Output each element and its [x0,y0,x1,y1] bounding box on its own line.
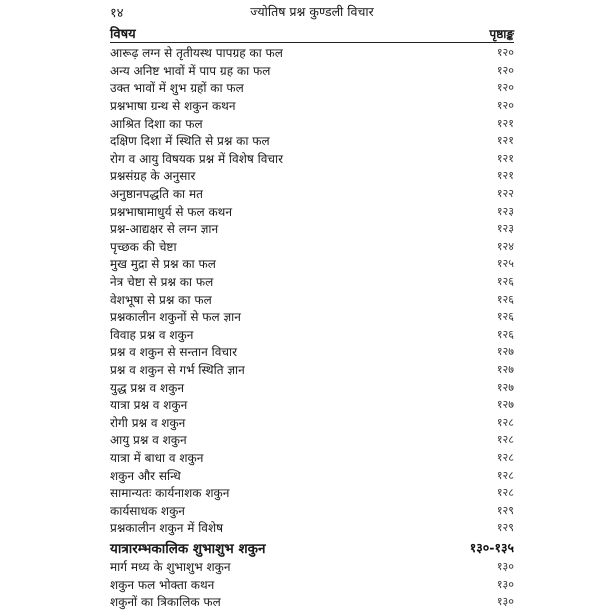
entry-title: आश्रित दिशा का फल [110,116,203,131]
entry-title: सामान्यतः कार्यनाशक शकुन [110,486,230,501]
entry-page-number: १२५ [496,257,514,271]
entry-title: अन्य अनिष्ट भावों में पाप ग्रह का फल [110,63,271,78]
entry-title: प्रश्नकालीन शकुन में विशेष [110,521,224,536]
entry-title: प्रश्नकालीन शकुनों से फल ज्ञान [110,310,241,325]
toc-entry [110,519,514,537]
toc-entry [110,326,514,344]
entry-page-number: १३० [496,595,514,609]
entry-title: शकुन और सन्धि [110,468,181,483]
entry-title: यात्रा प्रश्न व शकुन [110,398,188,413]
entry-page-number: १२८ [496,415,514,429]
toc-entry [110,132,514,150]
entry-page-number: १२८ [496,450,514,464]
entry-page-number: १२० [496,99,514,113]
entry-title: प्रश्नसंग्रह के अनुसार [110,169,196,184]
entry-page-number: १२६ [496,310,514,324]
entry-page-number: १२६ [496,292,514,306]
entry-title: आरूढ़ लग्न से तृतीयस्थ पापग्रह का फल [110,46,283,61]
entry-title: प्रश्नभाषामाधुर्य से फल कथन [110,204,233,219]
entry-page-number: १२८ [496,486,514,500]
entry-page-number: १२८ [496,468,514,482]
entry-page-number: १२६ [496,327,514,341]
entry-page-number: १३० [496,577,514,591]
toc-entry [110,466,514,484]
entry-page-number: १३० [496,559,514,573]
page-number: १४ [110,6,124,21]
toc-entry [110,44,514,62]
entry-page-number: १२१ [496,151,514,165]
toc-entry [110,220,514,238]
entry-title: शकुनों का त्रिकालिक फल [110,595,221,610]
entry-page-number: १२१ [496,134,514,148]
entry-page-number: १२३ [496,204,514,218]
page-column-header: पृष्ठाङ्क [489,27,514,41]
entry-title: प्रश्न व शकुन से सन्तान विचार [110,345,238,360]
entry-page-number: १२७ [496,345,514,359]
toc-entry [110,413,514,431]
entry-page-number: १२० [496,46,514,60]
entry-page-number: १२२ [496,187,514,201]
toc-section-heading [110,538,514,558]
toc-entry [110,396,514,414]
entry-page-number: १२७ [496,380,514,394]
toc-entry [110,501,514,519]
table-of-contents [110,44,514,610]
entry-page-number: १२१ [496,169,514,183]
entry-page-number: १२० [496,63,514,77]
entry-page-number: १२३ [496,222,514,236]
toc-entry [110,150,514,168]
entry-page-number: १२० [496,81,514,95]
toc-entry [110,202,514,220]
toc-entry [110,449,514,467]
toc-entry [110,167,514,185]
entry-title: मार्ग मध्य के शुभाशुभ शकुन [110,559,231,574]
entry-title: वेशभूषा से प्रश्न का फल [110,292,212,307]
entry-title: नेत्र चेष्टा से प्रश्न का फल [110,275,214,290]
entry-title: रोगी प्रश्न व शकुन [110,415,186,430]
toc-entry [110,308,514,326]
toc-entry [110,575,514,593]
entry-page-number: १२९ [496,503,514,517]
entry-page-number: १२१ [496,116,514,130]
entry-page-number: १२८ [496,433,514,447]
toc-entry [110,361,514,379]
entry-page-number: १२४ [496,239,514,253]
toc-entry [110,185,514,203]
toc-entry [110,558,514,576]
column-headers [110,22,514,43]
toc-entry [110,238,514,256]
entry-page-number: १२६ [496,275,514,289]
entry-page-number: १३०-१३५ [469,540,514,556]
entry-title: प्रश्न-आद्यक्षर से लग्न ज्ञान [110,222,219,237]
entry-title: दक्षिण दिशा में स्थिति से प्रश्न का फल [110,134,270,149]
entry-page-number: १२९ [496,521,514,535]
entry-title: रोग व आयु विषयक प्रश्न में विशेष विचार [110,151,284,166]
entry-title: यात्रारम्भकालिक शुभाशुभ शकुन [110,540,266,557]
entry-title: आयु प्रश्न व शकुन [110,433,187,448]
subject-column-header: विषय [110,27,136,42]
toc-entry [110,290,514,308]
running-head [110,0,514,22]
toc-entry [110,431,514,449]
toc-entry [110,255,514,273]
entry-title: उक्त भावों में शुभ ग्रहों का फल [110,81,244,96]
entry-title: अनुष्ठानपद्धति का मत [110,187,203,202]
toc-entry [110,97,514,115]
toc-entry [110,62,514,80]
entry-title: प्रश्न व शकुन से गर्भ स्थिति ज्ञान [110,362,245,377]
entry-page-number: १२७ [496,398,514,412]
entry-title: कार्यसाधक शकुन [110,503,185,518]
toc-entry [110,114,514,132]
entry-page-number: १२७ [496,362,514,376]
toc-entry [110,273,514,291]
toc-entry [110,343,514,361]
entry-title: पृच्छक की चेष्टा [110,239,177,254]
book-title: ज्योतिष प्रश्न कुण्डली विचार [250,4,374,19]
toc-entry [110,593,514,610]
entry-title: मुख मुद्रा से प्रश्न का फल [110,257,216,272]
entry-title: यात्रा में बाधा व शकुन [110,450,204,465]
toc-entry [110,484,514,502]
entry-title: युद्ध प्रश्न व शकुन [110,380,185,395]
entry-title: विवाह प्रश्न व शकुन [110,327,194,342]
toc-entry [110,79,514,97]
entry-title: शकुन फल भोक्ता कथन [110,577,215,592]
entry-title: प्रश्नभाषा ग्रन्थ से शकुन कथन [110,99,236,114]
toc-entry [110,378,514,396]
